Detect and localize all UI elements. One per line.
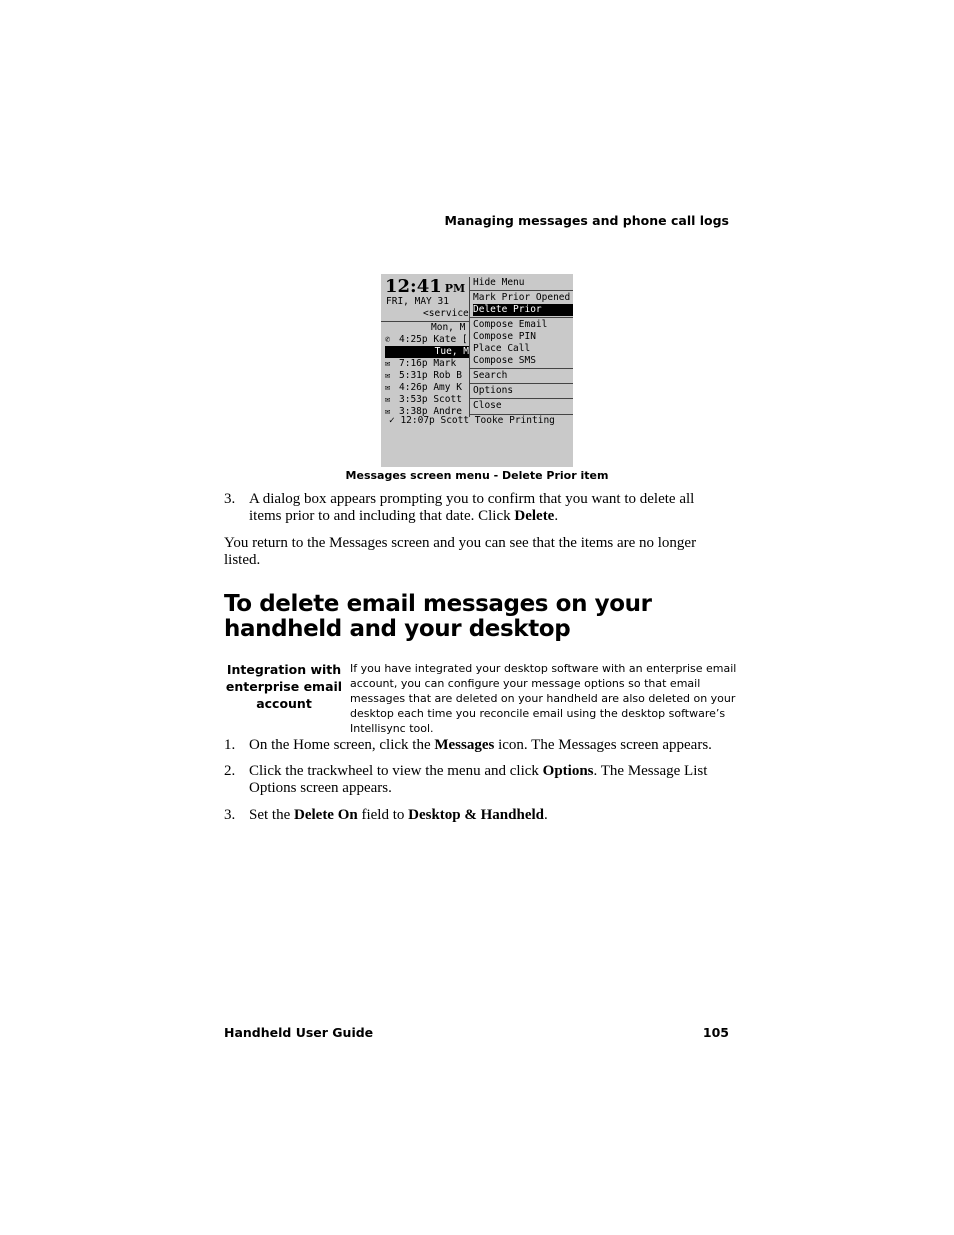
sidebar-text: If you have integrated your desktop software with an enterprise email account, you can configure your message options so that email messages that are deleted on your handheld are also deleted on your desktop each time you reconcile email using the desktop software’s Intellisync tool. [350,662,737,735]
message-row-text: 4:26p Amy K [399,382,462,393]
menu-item-compose-email[interactable]: Compose Email [473,319,548,330]
message-row[interactable] [385,382,473,394]
menu-item-compose-pin[interactable]: Compose PIN [473,331,536,342]
menu-separator [470,368,573,369]
step-text-part: Set the [249,807,294,823]
step-text-bold: Delete On [294,807,358,823]
check-icon: ✓ [389,415,401,426]
message-row[interactable] [385,370,473,382]
menu-item-hide-menu[interactable]: Hide Menu [473,277,525,288]
day-label-mon: Mon, M [431,322,466,333]
figure-caption: Messages screen menu - Delete Prior item [345,469,609,482]
page-number: 105 [702,1025,729,1040]
menu-item-close[interactable]: Close [473,400,502,411]
day-label-tue: Tue, M [434,346,469,357]
step-text-part: A dialog box appears prompting you to confirm that you want to delete all items prior to and including that date. Click [249,491,695,524]
section-heading: To delete email messages on your handheld and your desktop [224,591,652,642]
message-row[interactable] [385,358,473,370]
menu-separator [470,383,573,384]
clock-time: 12:41 [385,276,442,297]
step-number: 1. [224,737,236,753]
device-screenshot [381,274,573,467]
envelope-icon: ✉ [385,407,391,417]
step-text-part: . [544,807,548,823]
envelope-icon: ✉ [385,359,391,369]
step-text-part: . [554,508,559,524]
step-number: 2. [224,763,236,779]
footer-title: Handheld User Guide [224,1025,374,1040]
step-text-part: . The Message List Options screen appears. [249,763,708,796]
step-text [249,807,729,824]
menu-item-search[interactable]: Search [473,370,508,381]
step-text-part: Click the trackwheel to view the menu and click [249,763,543,779]
message-row[interactable] [385,334,473,346]
clock-ampm: PM [444,282,466,295]
step-text-bold: Delete [514,508,555,524]
envelope-icon: ✉ [385,371,391,381]
step-text-bold: Desktop & Handheld [408,807,545,823]
return-paragraph: You return to the Messages screen and you can see that the items are no longer listed. [224,535,697,568]
device-date: FRI, MAY 31 [386,296,449,307]
menu-separator [470,290,573,291]
sidebar-label: Integration with enterprise email account [225,662,343,711]
step-text-bold: Messages [434,737,495,753]
step-text [249,763,729,797]
message-row-text: 3:53p Scott [399,394,462,405]
step-text-part: On the Home screen, click the [249,737,435,753]
message-row-text: 7:16p Mark [399,358,457,369]
message-row-text: 3:38p Andre [399,406,462,417]
step-text [249,737,729,754]
phone-icon: ✆ [385,335,391,345]
step-text-part: field to [357,807,409,823]
menu-separator [470,317,573,318]
device-service: <service [423,308,469,319]
menu-item-place-call[interactable]: Place Call [473,343,531,354]
menu-item-delete-prior[interactable]: Delete Prior [473,304,573,316]
envelope-icon: ✉ [385,383,391,393]
message-row[interactable] [385,394,473,406]
running-header: Managing messages and phone call logs [444,213,729,228]
step-text-part: icon. The Messages screen appears. [494,737,712,753]
step-text-bold: Options [542,763,594,779]
envelope-icon: ✉ [385,395,391,405]
day-label-tue-selected[interactable] [385,346,469,358]
step-number: 3. [224,807,236,823]
step-number: 3. [224,491,236,507]
menu-separator [470,398,573,399]
message-row-text: 4:25p Kate [ [399,334,468,345]
menu-item-options[interactable]: Options [473,385,514,396]
message-row-last[interactable] [389,415,555,427]
menu-item-mark-prior-opened[interactable]: Mark Prior Opened [473,292,571,303]
message-row-text: 12:07p Scott Tooke Printing [400,415,555,426]
device-menu [469,277,573,417]
step-text [249,491,729,525]
message-row-text: 5:31p Rob B [399,370,462,381]
menu-item-compose-sms[interactable]: Compose SMS [473,355,536,366]
